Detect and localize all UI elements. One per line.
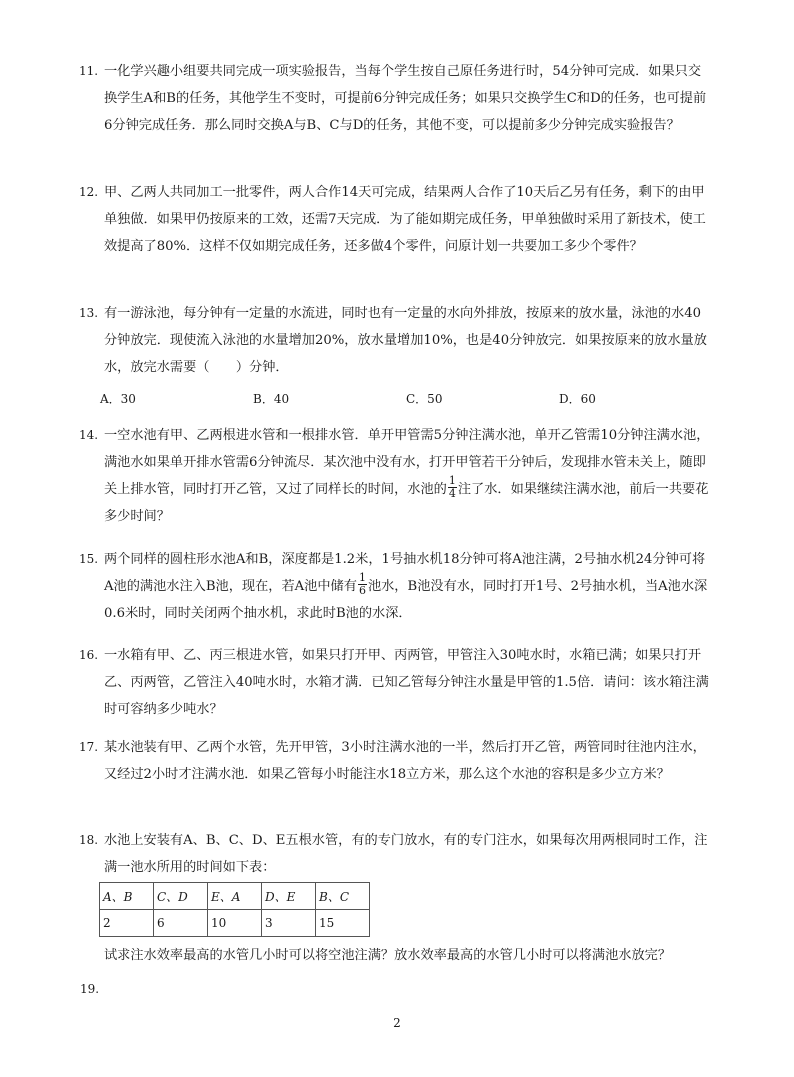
question-16: [79, 642, 710, 723]
question-text-part: 两个同样的圆柱形水池A和B，深度都是1.2米，1号抽水机18分钟可将A池注满，2号抽水机24分钟可将A池的满池水注入B池，现在，若A池中储有: [104, 552, 706, 594]
table-cell: 15: [316, 910, 370, 937]
question-text: 甲、乙两人共同加工一批零件，两人合作14天可完成，结果两人合作了10天后乙另有任务，剩下的由甲单独做．如果甲仍按原来的工效，还需7天完成．为了能如期完成任务，甲单独做时采用了新技术，使工效提高了80%．这样不仅如期完成任务，还多做4个零件，问原计划一共要加工多少个零件？: [104, 185, 706, 254]
question-number: 15.: [79, 552, 99, 566]
table-header-cell: A、B: [100, 883, 154, 910]
fraction-denominator: 4: [448, 487, 456, 500]
table-header-cell: E、A: [208, 883, 262, 910]
fraction-denominator: 6: [358, 584, 366, 597]
question-number: 17.: [79, 740, 99, 754]
question-12: [79, 179, 710, 260]
question-17: [79, 734, 710, 788]
question-text-part: 一空水池有甲、乙两根进水管和一根排水管．单开甲管需5分钟注满水池，单开乙管需10分钟注满水池，满池水如果单开排水管需6分钟流尽．某次池中没有水，打开甲管若干分钟后，发现排水管未关上，随即关上排水管，同时打开乙管，又过了同样长的时间，水池的: [104, 428, 710, 497]
question-number: 18.: [79, 833, 99, 847]
question-number: 16.: [79, 648, 99, 662]
question-text: 试求注水效率最高的水管几小时可以将空池注满？放水效率最高的水管几小时可以将满池水放完？: [104, 948, 672, 963]
table-header-cell: D、E: [262, 883, 316, 910]
fraction: [448, 475, 457, 500]
question-19-number: 19.: [80, 982, 100, 996]
question-text: 有一游泳池，每分钟有一定量的水流进，同时也有一定量的水向外排放，按原来的放水量，泳池的水40分钟放完．现使流入泳池的水量增加20%，放水量增加10%，也是40分钟放完．如果按原来的放水量放水，放完水需要（ ）分钟．: [104, 306, 707, 375]
table-header-row: [100, 883, 370, 910]
question-number: 14.: [79, 428, 99, 442]
option-c: C．50: [406, 392, 443, 406]
question-text: 一化学兴趣小组要共同完成一项实验报告，当每个学生按自己原任务进行时，54分钟可完成．如果只交换学生A和B的任务，其他学生不变时，可提前6分钟完成任务；如果只交换学生C和D的任务，也可提前6分钟完成任务．那么同时交换A与B、C与D的任务，其他不变，可以提前多少分钟完成实验报告？: [104, 64, 707, 133]
question-18-followup: [90, 942, 710, 969]
question-13: [79, 300, 710, 381]
question-number: 13.: [79, 306, 99, 320]
fraction-numerator: 1: [448, 474, 456, 487]
table-cell: 2: [100, 910, 154, 937]
question-text: [90, 422, 710, 530]
question-14: [79, 422, 710, 530]
option-d: D．60: [559, 392, 596, 406]
question-number: 12.: [79, 185, 99, 199]
table-cell: 10: [208, 910, 262, 937]
question-text: 某水池装有甲、乙两个水管，先开甲管，3小时注满水池的一半，然后打开乙管，两管同时往池内注水，又经过2小时才注满水池．如果乙管每小时能注水18立方米，那么这个水池的容积是多少立方米？: [104, 740, 706, 782]
question-text: 水池上安装有A、B、C、D、E五根水管，有的专门放水，有的专门注水，如果每次用两根同时工作，注满一池水所用的时间如下表：: [104, 833, 708, 875]
question-text: 一水箱有甲、乙、丙三根进水管，如果只打开甲、丙两管，甲管注入30吨水时，水箱已满；如果只打开乙、丙两管，乙管注入40吨水时，水箱才满．已知乙管每分钟注水量是甲管的1.5倍．请问：该水箱注满时可容纳多少吨水？: [104, 648, 709, 717]
table-cell: 3: [262, 910, 316, 937]
fraction-numerator: 1: [358, 571, 366, 584]
option-b: B．40: [253, 392, 290, 406]
question-18: [79, 827, 710, 881]
page-number: 2: [393, 1016, 401, 1030]
option-a: A．30: [100, 392, 136, 406]
question-11: [79, 58, 710, 139]
question-15: [79, 546, 710, 627]
table-cell: 6: [154, 910, 208, 937]
table-header-cell: C、D: [154, 883, 208, 910]
question-text-part: 池水，B池没有水，同时打开1号、2号抽水机，当A池水深0.6米时，同时关闭两个抽水机，求此时B池的水深．: [104, 579, 708, 621]
pipe-time-table: [99, 882, 370, 937]
question-text: [90, 546, 710, 627]
table-row: [100, 910, 370, 937]
question-text-part: 注了水．如果继续注满水池，前后一共要花多少时间？: [104, 482, 709, 524]
table-header-cell: B、C: [316, 883, 370, 910]
question-number: 11.: [79, 64, 99, 78]
fraction: [358, 572, 367, 597]
